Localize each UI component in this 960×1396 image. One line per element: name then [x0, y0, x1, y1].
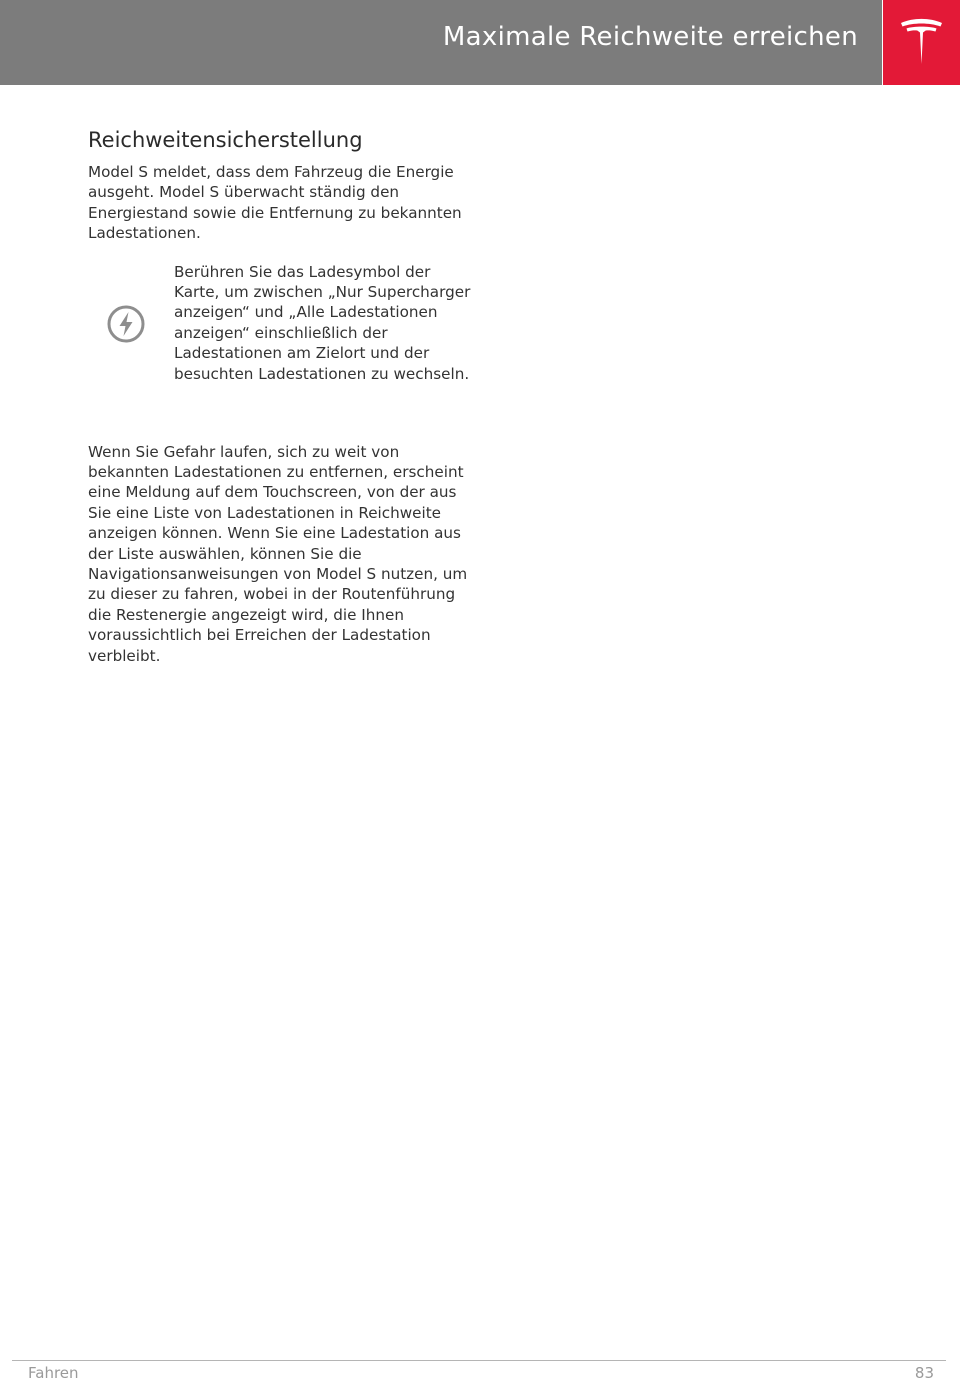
charging-bolt-icon — [106, 304, 146, 344]
brand-logo — [883, 0, 960, 85]
body-paragraph: Wenn Sie Gefahr laufen, sich zu weit von bekannten Ladestationen zu entfernen, erscheint eine Meldung auf dem Touchscreen, von der aus Sie eine Liste von Ladestationen in Reichweite anzeigen können. Wenn Sie eine Ladestation aus der Liste auswählen, können Sie die Navigationsanweisungen von Model S nutzen, um zu dieser zu fahren, wobei in der Routenführung die Restenergie angezeigt wird, die Ihnen voraussichtlich bei Erreichen der Ladestation verbleibt. — [88, 442, 468, 665]
intro-paragraph: Model S meldet, dass dem Fahrzeug die Energie ausgeht. Model S überwacht ständig den Energiestand sowie die Entfernung zu bekannten Ladestationen. — [88, 163, 462, 243]
header-bar — [0, 0, 882, 85]
tesla-logo-icon — [899, 16, 944, 66]
page-title: Maximale Reichweite erreichen — [442, 22, 858, 52]
icon-note — [88, 262, 480, 410]
main-content — [88, 128, 480, 666]
footer-divider — [12, 1360, 946, 1361]
page-number: 83 — [914, 1364, 934, 1382]
icon-note-text: Berühren Sie das Ladesymbol der Karte, um zwischen „Nur Supercharger anzeigen“ und „Alle Ladestationen anzeigen“ einschließlich der Ladestationen am Zielort und der besuchten Ladestationen zu wechseln. — [174, 262, 471, 383]
footer-section-label: Fahren — [28, 1364, 79, 1382]
section-heading: Reichweitensicherstellung — [88, 128, 363, 152]
